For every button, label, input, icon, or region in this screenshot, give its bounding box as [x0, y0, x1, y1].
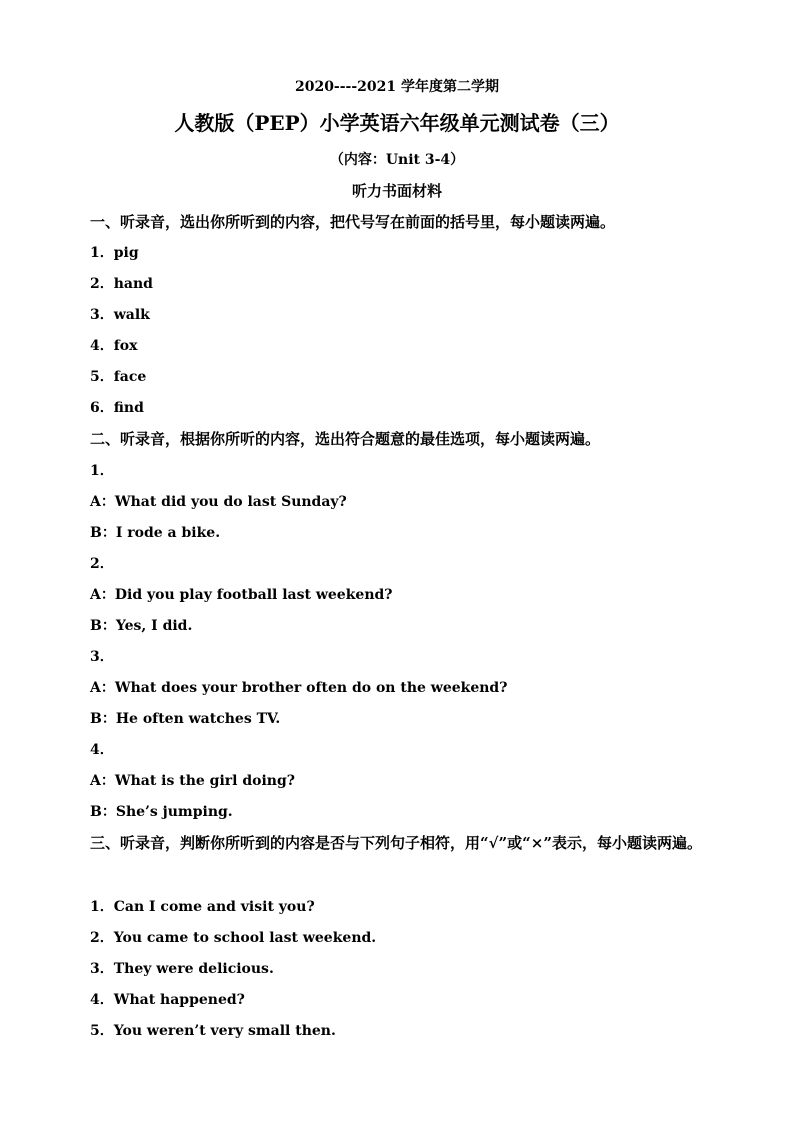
section-3-item-3: 3．They were delicious. — [90, 961, 274, 977]
section-2-item-2-number: 2． — [90, 556, 114, 572]
section-2-item-4-answer: B：She’s jumping. — [90, 804, 233, 820]
section-3-instruction: 三、听录音，判断你所听到的内容是否与下列句子相符，用“√”或“×”表示，每小题读两遍。 — [90, 834, 702, 852]
section-1-item-6: 6．find — [90, 400, 144, 416]
section-2-instruction: 二、听录音，根据你所听的内容，选出符合题意的最佳选项，每小题读两遍。 — [90, 430, 601, 448]
section-3-item-4: 4．What happened? — [90, 992, 245, 1008]
content-subtitle: （内容：Unit 3-4） — [329, 152, 465, 168]
section-2-item-4-question: A：What is the girl doing? — [90, 773, 295, 789]
section-2-item-3-number: 3． — [90, 649, 114, 665]
section-1-item-2: 2．hand — [90, 276, 153, 292]
section-2-item-4-number: 4． — [90, 742, 114, 758]
section-3-item-5: 5．You weren’t very small then. — [90, 1023, 336, 1039]
section-2-item-1-answer: B：I rode a bike. — [90, 525, 221, 541]
section-1-item-3: 3．walk — [90, 307, 150, 323]
section-1-item-4: 4．fox — [90, 338, 138, 354]
section-2-item-3-answer: B：He often watches TV. — [90, 711, 281, 727]
section-3-item-2: 2．You came to school last weekend. — [90, 930, 377, 946]
section-2-item-3-question: A：What does your brother often do on the weekend? — [90, 680, 508, 696]
section-3-item-1: 1．Can I come and visit you? — [90, 899, 315, 915]
section-2-item-2-question: A：Did you play football last weekend? — [90, 587, 393, 603]
section-1-item-1: 1．pig — [90, 245, 139, 261]
section-2-item-2-answer: B：Yes, I did. — [90, 618, 193, 634]
section-2-item-1-number: 1． — [90, 463, 114, 479]
section-1-item-5: 5．face — [90, 369, 147, 385]
page-title: 人教版（PEP）小学英语六年级单元测试卷（三） — [174, 111, 620, 135]
section-2-item-1-question: A：What did you do last Sunday? — [90, 494, 347, 510]
school-year-heading: 2020----2021 学年度第二学期 — [294, 79, 500, 95]
listening-material-heading: 听力书面材料 — [351, 182, 442, 200]
section-1-instruction: 一、听录音，选出你所听到的内容，把代号写在前面的括号里，每小题读两遍。 — [90, 213, 616, 231]
